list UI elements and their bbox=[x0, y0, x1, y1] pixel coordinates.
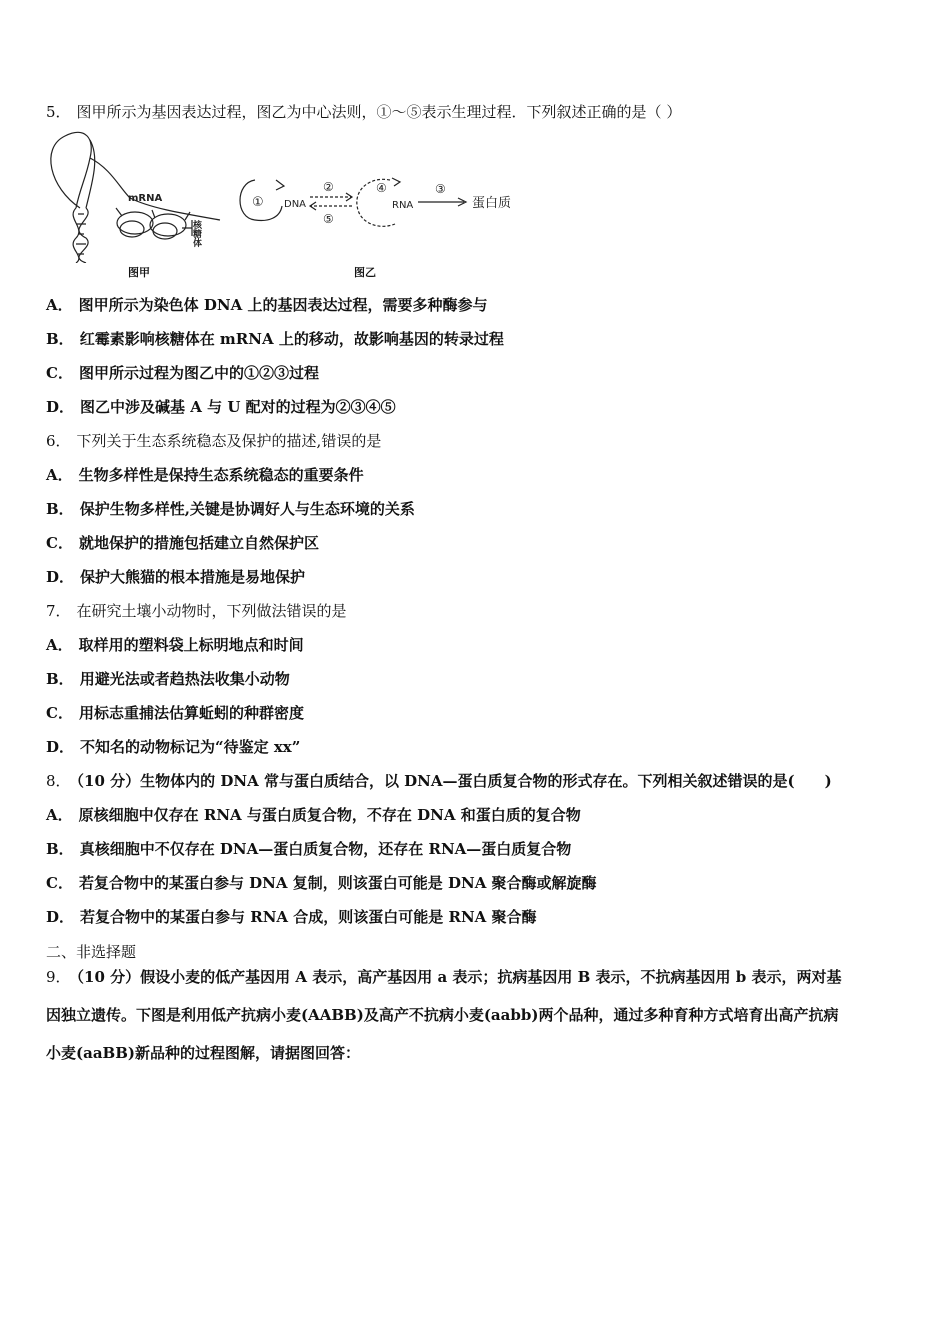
option-label: B． bbox=[46, 670, 74, 688]
dna-label: DNA bbox=[284, 199, 307, 210]
question-9-line-3: 小麦(aaBB)新品种的过程图解，请据图回答： bbox=[46, 1044, 360, 1062]
option-text: 保护大熊猫的根本措施是易地保护 bbox=[80, 568, 306, 586]
rna-label: RNA bbox=[392, 200, 414, 211]
option-text: 就地保护的措施包括建立自然保护区 bbox=[78, 534, 319, 552]
option-label: D． bbox=[46, 398, 75, 416]
section-title: 二、非选择题 bbox=[46, 943, 137, 961]
step-2-label: ② bbox=[323, 180, 334, 194]
q5-option-a[interactable] bbox=[46, 295, 487, 315]
question-number: 6． bbox=[46, 432, 71, 450]
option-text: 图乙中涉及碱基 A 与 U 配对的过程为②③④⑤ bbox=[80, 398, 396, 416]
option-text: 用避光法或者趋热法收集小动物 bbox=[79, 670, 290, 688]
q6-option-b[interactable] bbox=[46, 499, 415, 519]
option-text: 取样用的塑料袋上标明地点和时间 bbox=[78, 636, 304, 654]
question-number: 7． bbox=[46, 602, 71, 620]
option-label: A． bbox=[46, 636, 73, 654]
option-text: 若复合物中的某蛋白参与 DNA 复制，则该蛋白可能是 DNA 聚合酶或解旋酶 bbox=[78, 874, 597, 892]
question-text: 图甲所示为基因表达过程，图乙为中心法则，①～⑤表示生理过程．下列叙述正确的是（ ） bbox=[76, 103, 682, 121]
option-label: B． bbox=[46, 500, 74, 518]
mrna-label: mRNA bbox=[128, 193, 163, 204]
q7-option-d[interactable] bbox=[46, 737, 300, 757]
figure-b-caption: 图乙 bbox=[354, 266, 376, 279]
option-text: 生物多样性是保持生态系统稳态的重要条件 bbox=[78, 466, 364, 484]
option-label: C． bbox=[46, 704, 73, 722]
question-6-stem bbox=[46, 431, 381, 451]
question-5-stem bbox=[46, 102, 681, 122]
option-text: 若复合物中的某蛋白参与 RNA 合成，则该蛋白可能是 RNA 聚合酶 bbox=[80, 908, 537, 926]
q7-option-a[interactable] bbox=[46, 635, 304, 655]
q8-option-a[interactable] bbox=[46, 805, 581, 825]
option-text: 用标志重捕法估算蚯蚓的种群密度 bbox=[78, 704, 304, 722]
protein-label: 蛋白质 bbox=[472, 196, 512, 211]
q6-option-c[interactable] bbox=[46, 533, 319, 553]
option-label: A． bbox=[46, 806, 73, 824]
q7-option-b[interactable] bbox=[46, 669, 290, 689]
figure-a-caption: 图甲 bbox=[128, 266, 150, 279]
question-text: 下列关于生态系统稳态及保护的描述,错误的是 bbox=[76, 432, 382, 450]
option-text: 真核细胞中不仅存在 DNA—蛋白质复合物，还存在 RNA—蛋白质复合物 bbox=[79, 840, 572, 858]
option-text: 原核细胞中仅存在 RNA 与蛋白质复合物，不存在 DNA 和蛋白质的复合物 bbox=[78, 806, 581, 824]
question-number: 8． bbox=[46, 772, 71, 790]
q8-option-c[interactable] bbox=[46, 873, 597, 893]
question-number: 9． bbox=[46, 968, 71, 986]
step-4-label: ④ bbox=[376, 181, 387, 195]
option-text: 图甲所示为染色体 DNA 上的基因表达过程，需要多种酶参与 bbox=[78, 296, 488, 314]
q5-option-b[interactable] bbox=[46, 329, 504, 349]
step-5-label: ⑤ bbox=[323, 212, 334, 226]
question-text: （10 分）假设小麦的低产基因用 A 表示，高产基因用 a 表示；抗病基因用 B 表示，不抗病基因用 b 表示，两对基 bbox=[76, 968, 842, 986]
q7-option-c[interactable] bbox=[46, 703, 304, 723]
option-label: A． bbox=[46, 296, 73, 314]
option-label: D． bbox=[46, 738, 75, 756]
option-text: 图甲所示过程为图乙中的①②③过程 bbox=[78, 364, 319, 382]
step-3-label: ③ bbox=[435, 182, 446, 196]
option-label: C． bbox=[46, 534, 73, 552]
option-label: C． bbox=[46, 874, 73, 892]
option-label: C． bbox=[46, 364, 73, 382]
option-label: D． bbox=[46, 568, 75, 586]
figure-gene-expression bbox=[40, 128, 540, 283]
ribosome-label: 核糖体 bbox=[191, 220, 201, 247]
step-1-label: ① bbox=[252, 195, 264, 210]
option-text: 红霉素影响核糖体在 mRNA 上的移动，故影响基因的转录过程 bbox=[79, 330, 504, 348]
question-8-stem bbox=[46, 771, 832, 791]
question-7-stem bbox=[46, 601, 347, 621]
q5-option-d[interactable] bbox=[46, 397, 396, 417]
figure-b-diagram bbox=[240, 178, 466, 226]
option-text: 不知名的动物标记为“待鉴定 xx” bbox=[80, 738, 301, 756]
question-text: 在研究土壤小动物时，下列做法错误的是 bbox=[76, 602, 347, 620]
figure-drawing bbox=[40, 128, 540, 263]
option-text: 保护生物多样性,关键是协调好人与生态环境的关系 bbox=[79, 500, 415, 518]
question-9-line-2: 因独立遗传。下图是利用低产抗病小麦(AABB)及高产不抗病小麦(aabb)两个品种，通过多种育种方式培育出高产抗病 bbox=[46, 1006, 839, 1024]
option-label: D． bbox=[46, 908, 75, 926]
option-label: B． bbox=[46, 840, 74, 858]
question-9-line-1 bbox=[46, 967, 841, 987]
option-label: A． bbox=[46, 466, 73, 484]
q6-option-a[interactable] bbox=[46, 465, 364, 485]
q8-option-b[interactable] bbox=[46, 839, 571, 859]
option-label: B． bbox=[46, 330, 74, 348]
q6-option-d[interactable] bbox=[46, 567, 305, 587]
q5-option-c[interactable] bbox=[46, 363, 319, 383]
question-text: （10 分）生物体内的 DNA 常与蛋白质结合，以 DNA—蛋白质复合物的形式存在。下列相关叙述错误的是( ) bbox=[76, 772, 832, 790]
q8-option-d[interactable] bbox=[46, 907, 537, 927]
question-number: 5． bbox=[46, 103, 71, 121]
